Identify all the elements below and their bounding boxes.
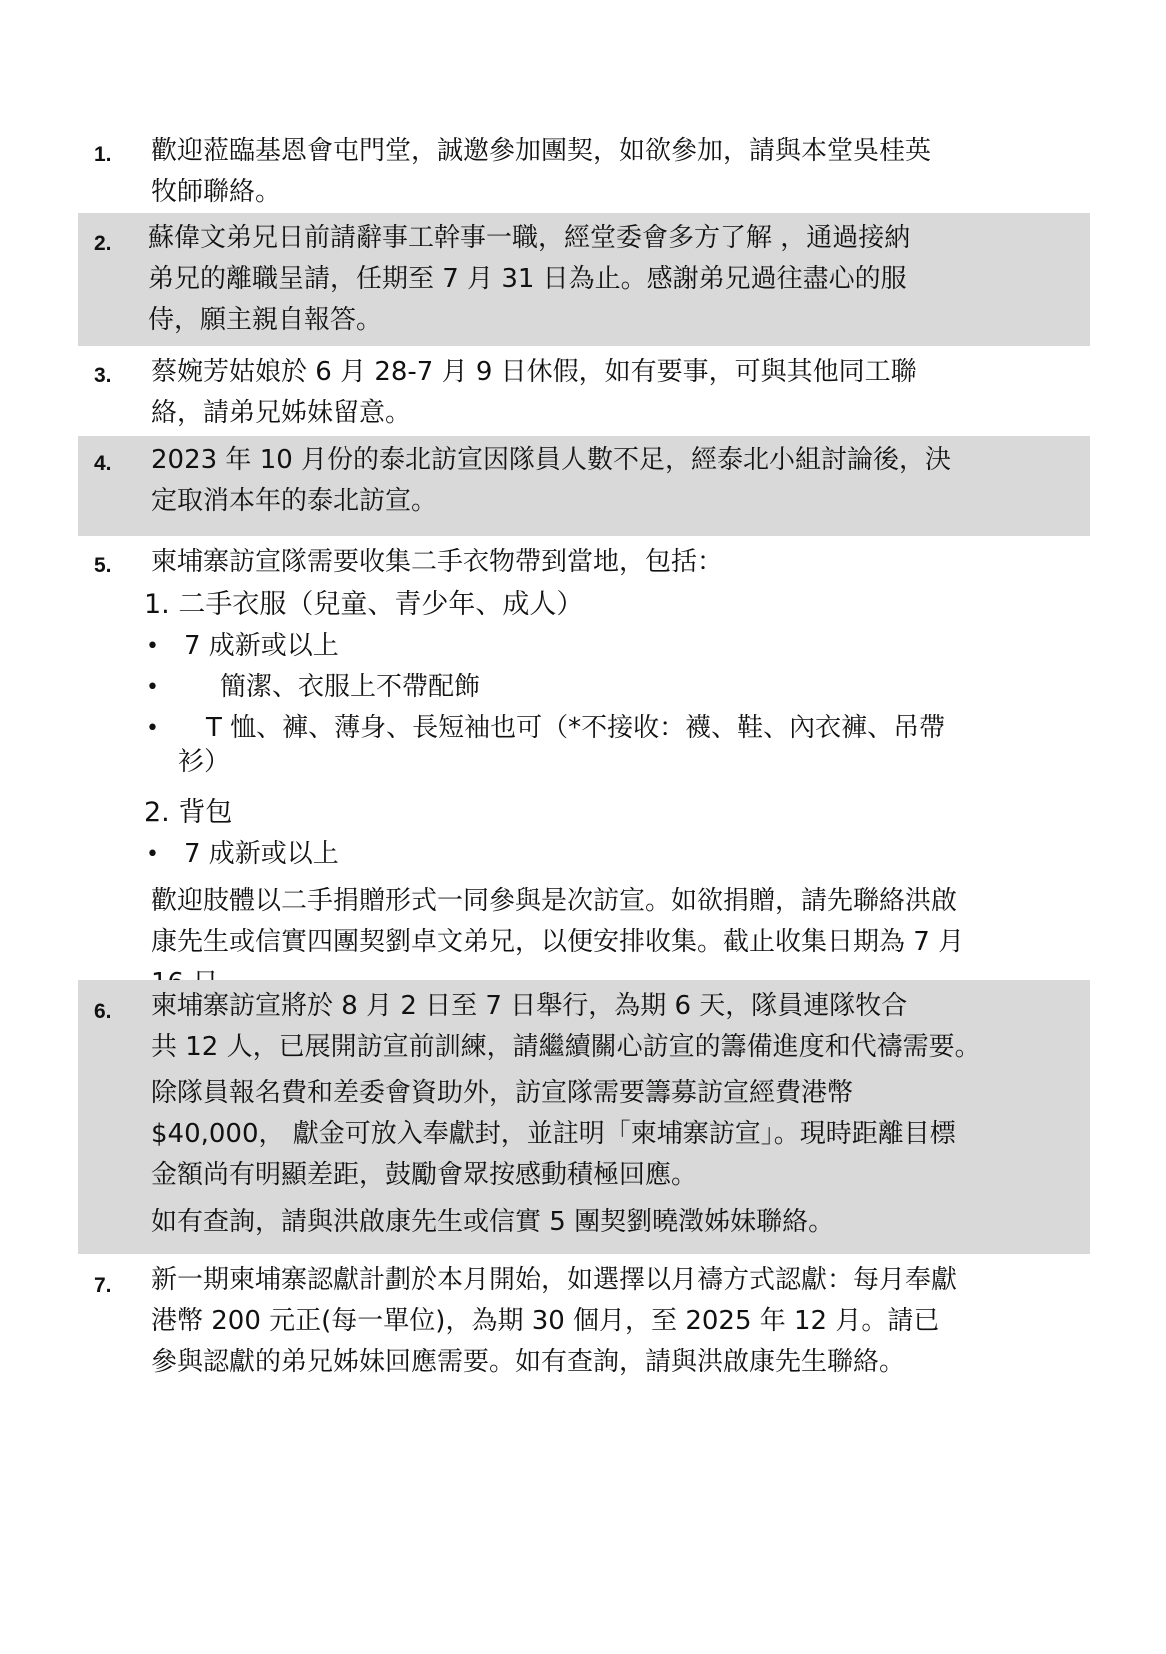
text-line: 2023 年 10 月份的泰北訪宣因隊員人數不足，經泰北小組討論後，決: [151, 445, 952, 475]
item-number: 5.: [94, 554, 112, 577]
sub-list-title-backpack: 2. 背包: [144, 797, 233, 828]
text-line: 金額尚有明顯差距，鼓勵會眾按感動積極回應。: [151, 1160, 698, 1190]
text-line: 牧師聯絡。: [151, 177, 282, 207]
item-para-1: [151, 986, 1079, 1068]
announcement-item-1: [78, 125, 1090, 213]
announcement-item-4: [78, 436, 1090, 536]
text-line: 侍，願主親自報答。: [148, 305, 383, 335]
announcement-item-5: [78, 536, 1090, 980]
text-line: $40,000， 獻金可放入奉獻封，並註明「柬埔寨訪宣」。現時距離目標: [151, 1119, 956, 1149]
announcement-item-7: [78, 1254, 1090, 1394]
bullet-text-cont: 衫）: [178, 747, 231, 777]
text-line: 弟兄的離職呈請，任期至 7 月 31 日為止。感謝弟兄過往盡心的服: [148, 264, 907, 294]
text-line: 絡，請弟兄姊妹留意。: [151, 398, 412, 428]
item-number: 6.: [94, 1000, 112, 1023]
item-para-3: [151, 1202, 1079, 1243]
bullet-text: 簡潔、衣服上不帶配飾: [220, 672, 481, 702]
item-para-2: [151, 1073, 1079, 1196]
text-line: 定取消本年的泰北訪宣。: [151, 486, 438, 516]
announcement-item-3: [78, 346, 1090, 436]
announcement-item-6: [78, 980, 1090, 1254]
item-intro: [151, 542, 1079, 583]
text-line: 港幣 200 元正(每一單位)，為期 30 個月，至 2025 年 12 月。請已: [151, 1306, 940, 1336]
text-line: 歡迎蒞臨基恩會屯門堂，誠邀參加團契，如欲參加，請與本堂吳桂英: [151, 136, 932, 166]
item-text: [151, 131, 1079, 213]
bullet-text: 7 成新或以上: [184, 839, 339, 869]
item-number: 7.: [94, 1274, 112, 1297]
item-text: [148, 218, 1076, 341]
bullet-icon: •: [146, 634, 159, 659]
bullet-icon: •: [146, 675, 159, 700]
item-number: 3.: [94, 364, 112, 387]
text-line: 新一期柬埔寨認獻計劃於本月開始，如選擇以月禱方式認獻：每月奉獻: [151, 1265, 958, 1295]
text-line: 康先生或信實四團契劉卓文弟兄，以便安排收集。截止收集日期為 7 月: [151, 927, 965, 957]
bullet-text: T 恤、褲、薄身、長短袖也可（*不接收：襪、鞋、內衣褲、吊帶: [206, 713, 946, 743]
text-line: 如有查詢，請與洪啟康先生或信實 5 團契劉曉澂姊妹聯絡。: [151, 1207, 835, 1237]
item-number: 4.: [94, 452, 112, 475]
bullet-icon: •: [146, 842, 159, 867]
announcement-item-2: [78, 213, 1090, 346]
bullet-icon: •: [146, 716, 159, 741]
item-number: 1.: [94, 143, 112, 166]
item-number: 2.: [94, 232, 112, 255]
text-line: 歡迎肢體以二手捐贈形式一同參與是次訪宣。如欲捐贈，請先聯絡洪啟: [151, 886, 958, 916]
text-line: 參與認獻的弟兄姊妹回應需要。如有查詢，請與洪啟康先生聯絡。: [151, 1347, 906, 1377]
bullet-text: 7 成新或以上: [184, 631, 339, 661]
item-text: [151, 352, 1079, 434]
text-line: 蔡婉芳姑娘於 6 月 28-7 月 9 日休假，如有要事，可與其他同工聯: [151, 357, 917, 387]
text-line: 共 12 人，已展開訪宣前訓練，請繼續關心訪宣的籌備進度和代禱需要。: [151, 1032, 981, 1062]
text-line: 蘇偉文弟兄日前請辭事工幹事一職，經堂委會多方了解 ，通過接納: [148, 223, 911, 253]
item-text: [151, 440, 1079, 522]
item-text: [151, 1260, 1079, 1383]
sub-list-title-clothes: 1. 二手衣服（兒童、青少年、成人）: [144, 589, 584, 620]
text-line: 柬埔寨訪宣隊需要收集二手衣物帶到當地，包括：: [151, 547, 724, 577]
text-line: 柬埔寨訪宣將於 8 月 2 日至 7 日舉行，為期 6 天，隊員連隊牧合: [151, 991, 908, 1021]
text-line: 除隊員報名費和差委會資助外，訪宣隊需要籌募訪宣經費港幣: [151, 1078, 854, 1108]
